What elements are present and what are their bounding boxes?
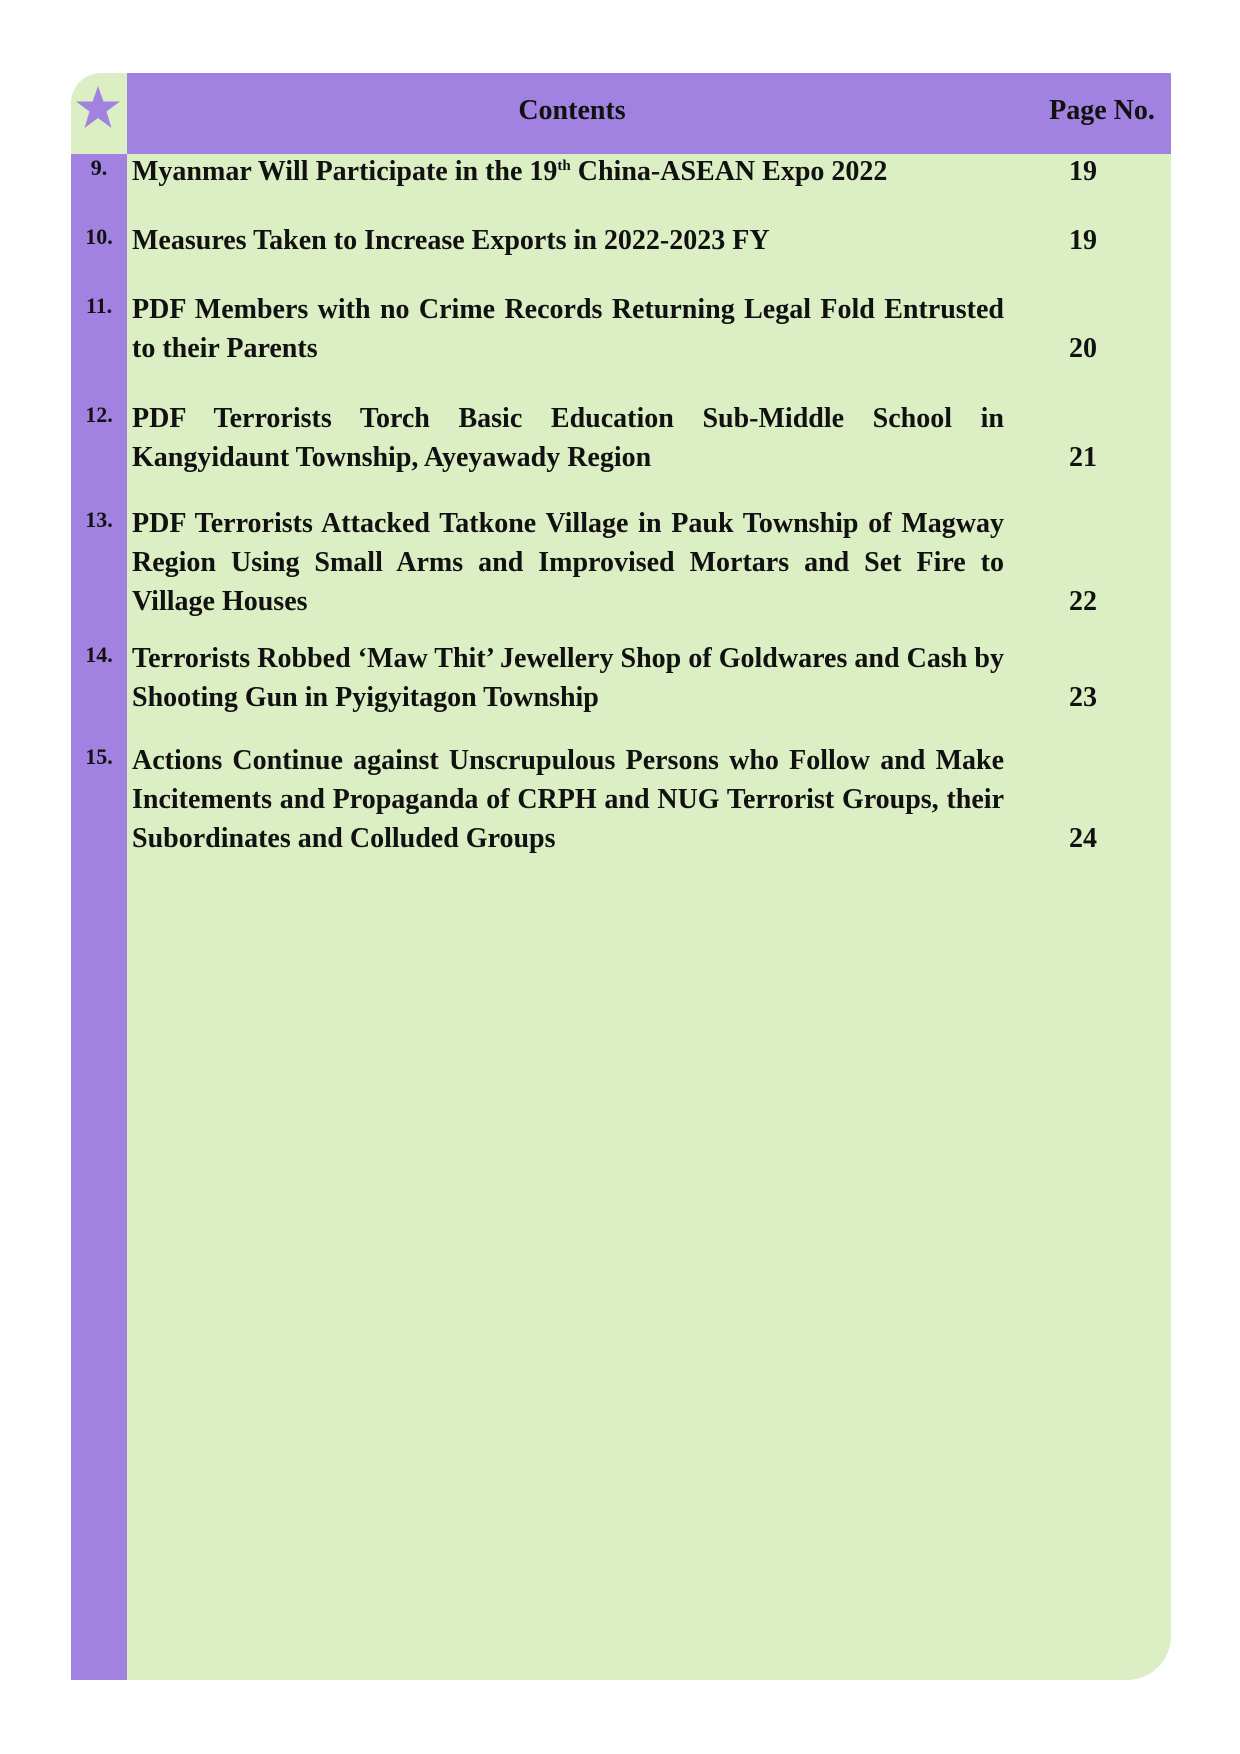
side-bar — [71, 154, 127, 1680]
entry-page: 21 — [1069, 442, 1097, 473]
entry-number: 10. — [85, 224, 113, 249]
entry-title: PDF Terrorists Torch Basic Education Sub-Middle School in Kangyidaunt Township, Ayeyawady Region — [132, 403, 1004, 473]
entry-number: 15. — [85, 744, 113, 769]
entry-title: Myanmar Will Participate in the 19th China-ASEAN Expo 2022 — [132, 156, 888, 187]
entry-page: 19 — [1069, 156, 1097, 187]
entry-page: 23 — [1069, 682, 1097, 713]
entry-number: 14. — [85, 642, 113, 667]
entry-number: 13. — [85, 507, 113, 532]
contents-heading: Contents — [518, 95, 626, 126]
entry-number: 11. — [85, 293, 113, 318]
star-icon — [73, 83, 123, 133]
contents-panel — [71, 73, 1171, 1680]
entry-title: Measures Taken to Increase Exports in 2022-2023 FY — [132, 225, 770, 256]
entry-title: PDF Members with no Crime Records Returning Legal Fold Entrusted to their Parents — [132, 294, 1004, 364]
page-number-heading: Page No. — [1049, 95, 1155, 126]
entry-page: 20 — [1069, 333, 1097, 364]
entry-title-superscript: th — [557, 158, 571, 174]
header-bar — [127, 73, 1171, 154]
entry-page: 24 — [1069, 823, 1097, 854]
entry-title: Actions Continue against Unscrupulous Persons who Follow and Make Incitements and Propaganda of CRPH and NUG Terrorist Groups, their Subordinates and Colluded Groups — [132, 745, 1004, 854]
entry-page: 19 — [1069, 225, 1097, 256]
entry-title: PDF Terrorists Attacked Tatkone Village in Pauk Township of Magway Region Using Small Arms and Improvised Mortars and Set Fire to Village Houses — [132, 508, 1004, 617]
entry-page: 22 — [1069, 586, 1097, 617]
entry-number: 12. — [85, 402, 113, 427]
entry-title: Terrorists Robbed ‘Maw Thit’ Jewellery Shop of Goldwares and Cash by Shooting Gun in Pyigyitagon Township — [132, 643, 1004, 713]
entry-number: 9. — [90, 155, 108, 180]
